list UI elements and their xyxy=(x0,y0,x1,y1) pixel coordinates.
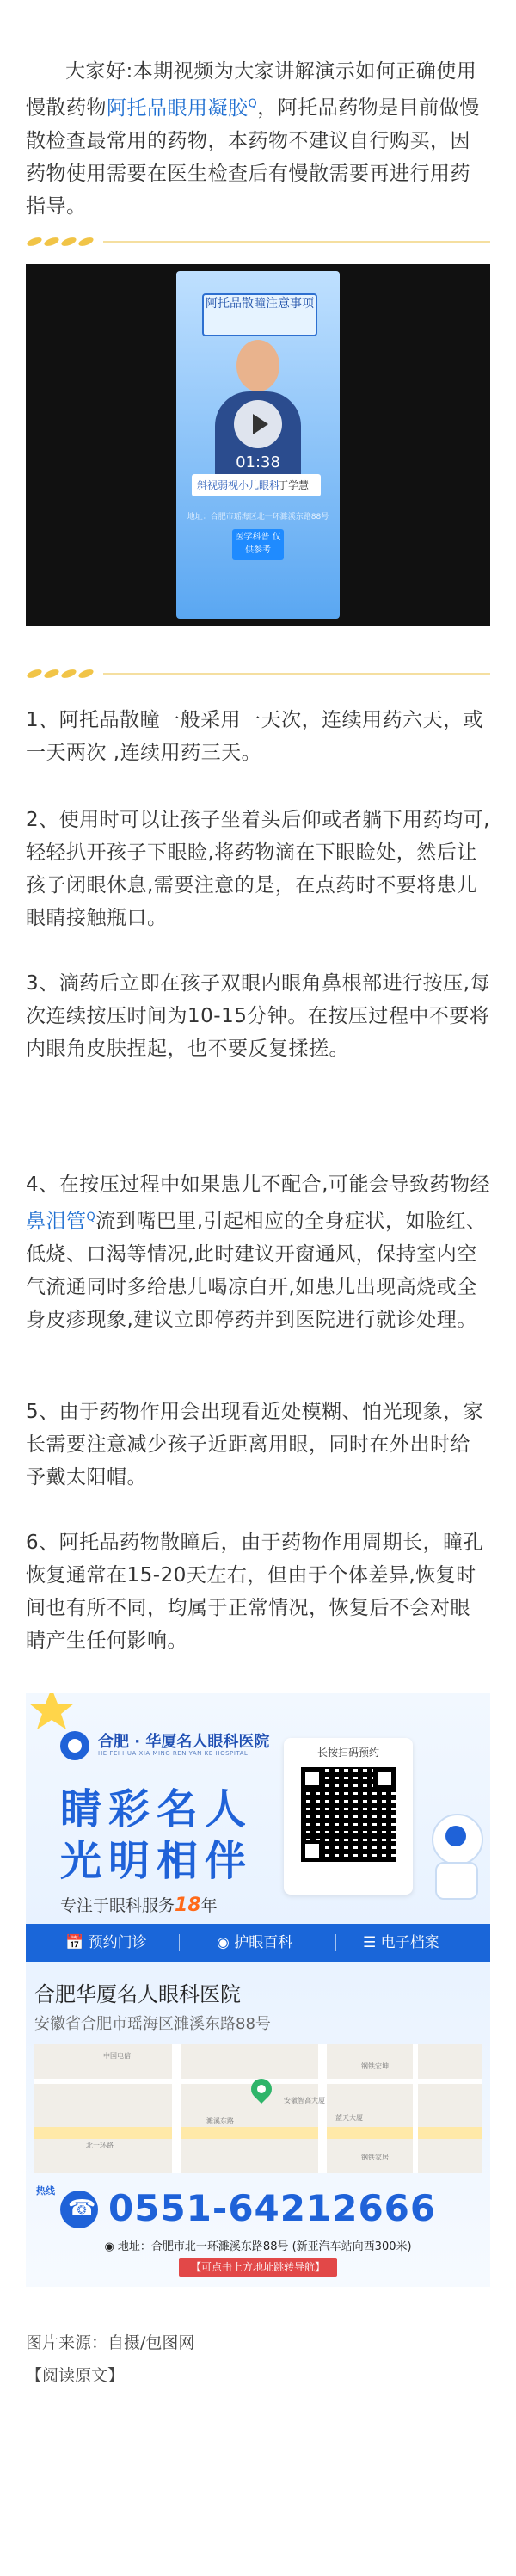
search-icon: Q xyxy=(248,97,258,110)
search-icon: Q xyxy=(86,1211,96,1223)
intro-paragraph xyxy=(26,55,490,223)
step-1: 1、阿托品散瞳一般采用一天次，连续用药六天，或一天两次 ,连续用药三天。 xyxy=(26,709,484,764)
tagline: 专注于眼科服务18年 xyxy=(60,1895,218,1916)
nasolacrimal-duct-link[interactable]: 鼻泪管$^Q$ xyxy=(26,1210,96,1233)
hotline-label: 热线 xyxy=(36,2185,55,2197)
map-label: 蓝天大厦 xyxy=(335,2114,363,2122)
intro-text-2: ，阿托品药物是目前做慢散检查最常用的药物，本药物不建议自行购买，因药物使用需要在医生检查后有慢散需要再进行用药指导。 xyxy=(26,96,480,218)
step-4: 4、在按压过程中如果患儿不配合,可能会导致药物经鼻泪管$^Q$流到嘴巴里,引起相应的全身症状，如脸红、低烧、口渴等情况,此时建议开窗通风，保持室内空气流通同时多给患儿喝凉白开,如患儿出现高烧或全身皮疹现象,建议立即停药并到医院进行就诊处理。 xyxy=(26,1174,490,1331)
map-label: 安徽智高大厦 xyxy=(284,2097,325,2105)
location-map[interactable] xyxy=(34,2044,482,2173)
video-player[interactable] xyxy=(26,264,490,626)
map-label: 钢铁宏坤 xyxy=(361,2062,389,2070)
video-duration: 01:38 xyxy=(236,453,280,471)
hospital-address[interactable]: 安徽省合肥市瑶海区濉溪东路88号 xyxy=(34,2015,271,2033)
brand-subtitle: HE FEI HUA XIA MING REN YAN KE HOSPITAL xyxy=(98,1750,249,1757)
atropine-gel-link[interactable]: 阿托品眼用凝胶$^Q$ xyxy=(107,96,258,120)
step-3: 3、滴药后立即在孩子双眼内眼角鼻根部进行按压,每次连续按压时间为10-15分钟。在按压过程中不要将内眼角皮肤捏起，也不要反复揉搓。 xyxy=(26,972,490,1060)
image-source: 图片来源：自摄/包图网 xyxy=(26,2333,195,2352)
hospital-ad-card[interactable] xyxy=(26,1693,490,2287)
step-5: 5、由于药物作用会出现看近处模糊、怕光现象，家长需要注意减少孩子近距离用眼，同时在外出时给予戴太阳帽。 xyxy=(26,1401,484,1488)
eye-mascot-icon xyxy=(423,1814,483,1900)
step-2: 2、使用时可以让孩子坐着头后仰或者躺下用药均可,轻轻扒开孩子下眼睑,将药物滴在下眼睑处，然后让孩子闭眼休息,需要注意的是，在点药时不要将患儿眼睛接触瓶口。 xyxy=(26,809,490,929)
section-divider xyxy=(26,662,490,685)
phone-icon xyxy=(60,2191,98,2228)
step-6: 6、阿托品药物散瞳后，由于药物作用周期长，瞳孔恢复通常在15-20天左右，但由于个体差异,恢复时间也有所不同，均属于正常情况，恢复后不会对眼睛产生任何影响。 xyxy=(26,1531,484,1652)
nav-eyecare-wiki[interactable]: ◉ 护眼百科 xyxy=(217,1934,293,1951)
qr-caption: 长按扫码预约 xyxy=(316,1747,379,1759)
video-title: 阿托品散瞳注意事项 xyxy=(202,293,317,336)
qr-code-box[interactable] xyxy=(284,1738,413,1895)
video-thumbnail xyxy=(176,271,340,619)
video-badge: 医学科普 仅供参考 xyxy=(232,529,284,560)
ad-nav-bar xyxy=(26,1924,490,1962)
nav-e-records[interactable]: ☰ 电子档案 xyxy=(363,1934,439,1951)
navigation-hint[interactable]: 【可点击上方地址跳转导航】 xyxy=(179,2258,337,2277)
hospital-logo-icon xyxy=(60,1731,89,1760)
qr-code-icon[interactable] xyxy=(301,1767,396,1862)
slogan-line-1: 睛彩名人 xyxy=(60,1785,254,1833)
map-label: 钢铁家居 xyxy=(361,2154,389,2161)
map-label: 中国电信 xyxy=(103,2052,131,2060)
slogan-line-2: 光明相伴 xyxy=(60,1837,254,1885)
star-icon xyxy=(26,1693,77,1736)
intro-text-1: 大家好:本期视频为大家讲解演示如何正确使用慢散药物 xyxy=(26,60,477,120)
map-label: 北一环路 xyxy=(86,2142,114,2149)
read-original-link[interactable]: 【阅读原文】 xyxy=(26,2366,125,2385)
doctor-namebar: 斜视弱视小儿眼科 丁学慧 xyxy=(192,474,321,496)
ad-address[interactable]: ◉ 地址：合肥市北一环濉溪东路88号 (新亚汽车站向西300米) xyxy=(104,2240,412,2253)
video-address: 地址：合肥市瑶海区北一环濉溪东路88号 xyxy=(187,513,329,521)
map-label: 濉溪东路 xyxy=(206,2117,234,2125)
play-icon[interactable] xyxy=(234,400,282,448)
hotline-number[interactable]: 0551-64212666 xyxy=(108,2187,437,2229)
nav-appointment[interactable]: 📅 预约门诊 xyxy=(65,1934,147,1951)
hospital-name[interactable]: 合肥华厦名人眼科医院 xyxy=(34,1982,241,2006)
section-divider xyxy=(26,231,490,253)
brand-name: 合肥 · 华厦名人眼科医院 xyxy=(98,1733,270,1751)
